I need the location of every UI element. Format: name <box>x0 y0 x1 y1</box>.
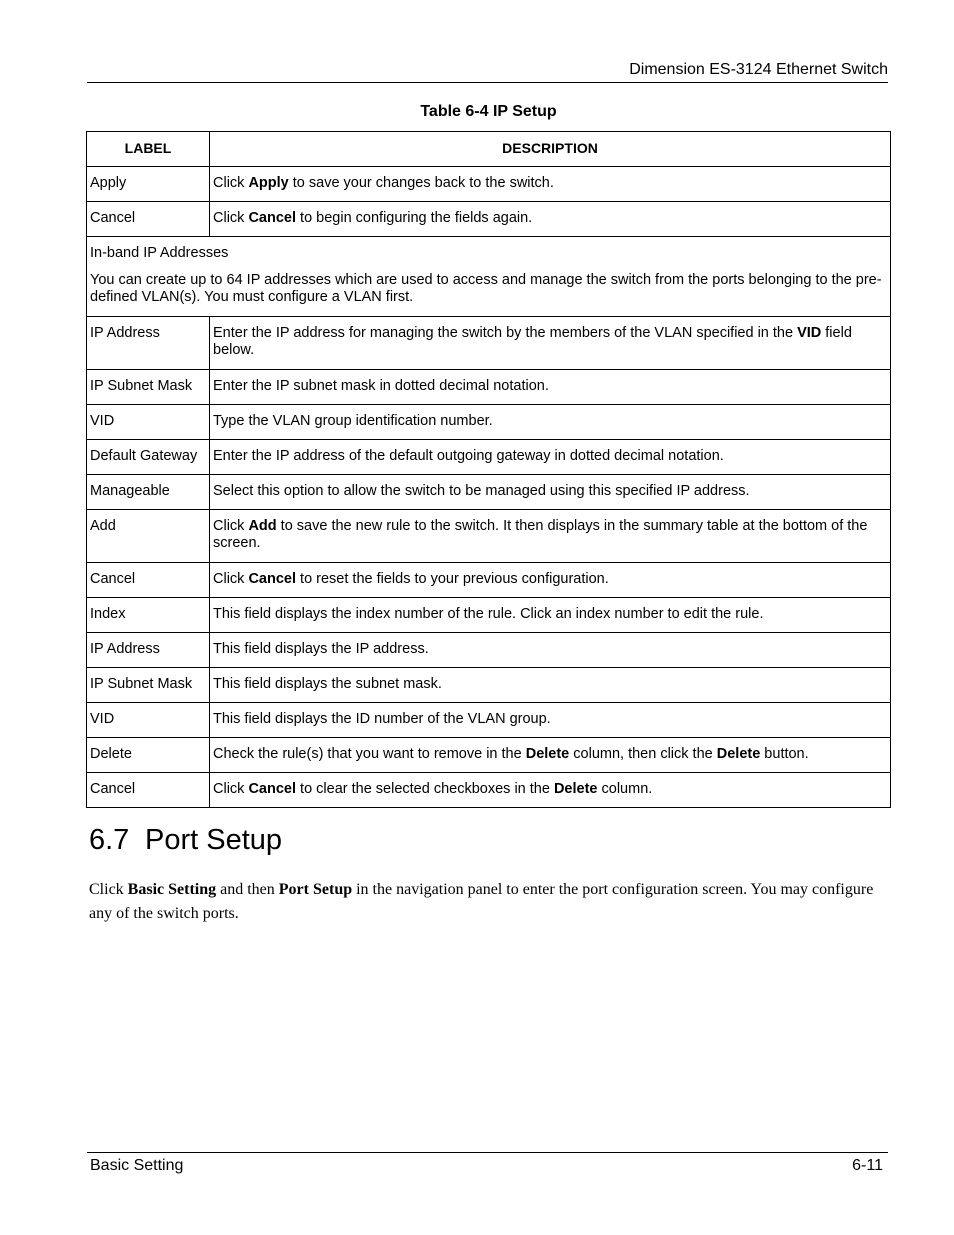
row-label: Add <box>87 509 210 562</box>
table-row <box>87 439 891 474</box>
table-row <box>87 772 891 807</box>
section-title: Port Setup <box>145 824 283 856</box>
section-heading <box>89 822 282 858</box>
row-description: Click Add to save the new rule to the switch. It then displays in the summary table at the bottom of the screen. <box>210 509 891 562</box>
row-label: IP Subnet Mask <box>87 369 210 404</box>
row-description: This field displays the ID number of the VLAN group. <box>210 702 891 737</box>
section-subtitle: In-band IP Addresses <box>90 245 229 261</box>
row-description: Enter the IP address for managing the switch by the members of the VLAN specified in the VID field below. <box>210 316 891 369</box>
table-row <box>87 509 891 562</box>
table-row <box>87 316 891 369</box>
row-label: Manageable <box>87 474 210 509</box>
row-description: Select this option to allow the switch to be managed using this specified IP address. <box>210 474 891 509</box>
table-row <box>87 202 891 237</box>
section-number: 6.7 <box>89 824 130 856</box>
table-row <box>87 369 891 404</box>
row-label: VID <box>87 404 210 439</box>
table-row <box>87 562 891 597</box>
row-label: Cancel <box>87 772 210 807</box>
row-label: Default Gateway <box>87 439 210 474</box>
row-label: Apply <box>87 167 210 202</box>
row-label: IP Subnet Mask <box>87 667 210 702</box>
row-description: Click Apply to save your changes back to the switch. <box>210 167 891 202</box>
footer-page-number: 6-11 <box>852 1157 883 1174</box>
row-label: VID <box>87 702 210 737</box>
row-label: Delete <box>87 737 210 772</box>
section-text: You can create up to 64 IP addresses which are used to access and manage the switch from the ports belonging to the pre-defined VLAN(s). You must configure a VLAN first. <box>90 271 882 305</box>
table-row <box>87 597 891 632</box>
row-label: IP Address <box>87 632 210 667</box>
section-description <box>87 237 891 317</box>
row-description: Click Cancel to begin configuring the fields again. <box>210 202 891 237</box>
row-label: Cancel <box>87 202 210 237</box>
row-description: Check the rule(s) that you want to remove in the Delete column, then click the Delete button. <box>210 737 891 772</box>
table-row <box>87 474 891 509</box>
header-title: Dimension ES-3124 Ethernet Switch <box>629 61 888 78</box>
table-caption: Table 6-4 IP Setup <box>420 103 557 120</box>
page-footer <box>87 1152 888 1174</box>
section-body: Click Basic Setting and then Port Setup in the navigation panel to enter the port configuration screen. You may configure any of the switch ports. <box>89 881 874 922</box>
table-row <box>87 167 891 202</box>
table-row <box>87 632 891 667</box>
table-row <box>87 737 891 772</box>
page-header <box>87 60 888 83</box>
table-header-row <box>87 132 891 167</box>
ip-setup-table <box>86 131 891 808</box>
row-label: Index <box>87 597 210 632</box>
row-description: Type the VLAN group identification number. <box>210 404 891 439</box>
row-label: IP Address <box>87 316 210 369</box>
column-header-label: LABEL <box>87 132 210 167</box>
row-description: This field displays the subnet mask. <box>210 667 891 702</box>
table-row <box>87 702 891 737</box>
footer-chapter: Basic Setting <box>90 1157 184 1174</box>
row-description: Click Cancel to clear the selected checkboxes in the Delete column. <box>210 772 891 807</box>
table-section-row <box>87 237 891 317</box>
row-label: Cancel <box>87 562 210 597</box>
table-row <box>87 404 891 439</box>
row-description: This field displays the index number of the rule. Click an index number to edit the rule. <box>210 597 891 632</box>
table-row <box>87 667 891 702</box>
row-description: This field displays the IP address. <box>210 632 891 667</box>
row-description: Click Cancel to reset the fields to your previous configuration. <box>210 562 891 597</box>
row-description: Enter the IP address of the default outgoing gateway in dotted decimal notation. <box>210 439 891 474</box>
row-description: Enter the IP subnet mask in dotted decimal notation. <box>210 369 891 404</box>
column-header-description: DESCRIPTION <box>210 132 891 167</box>
